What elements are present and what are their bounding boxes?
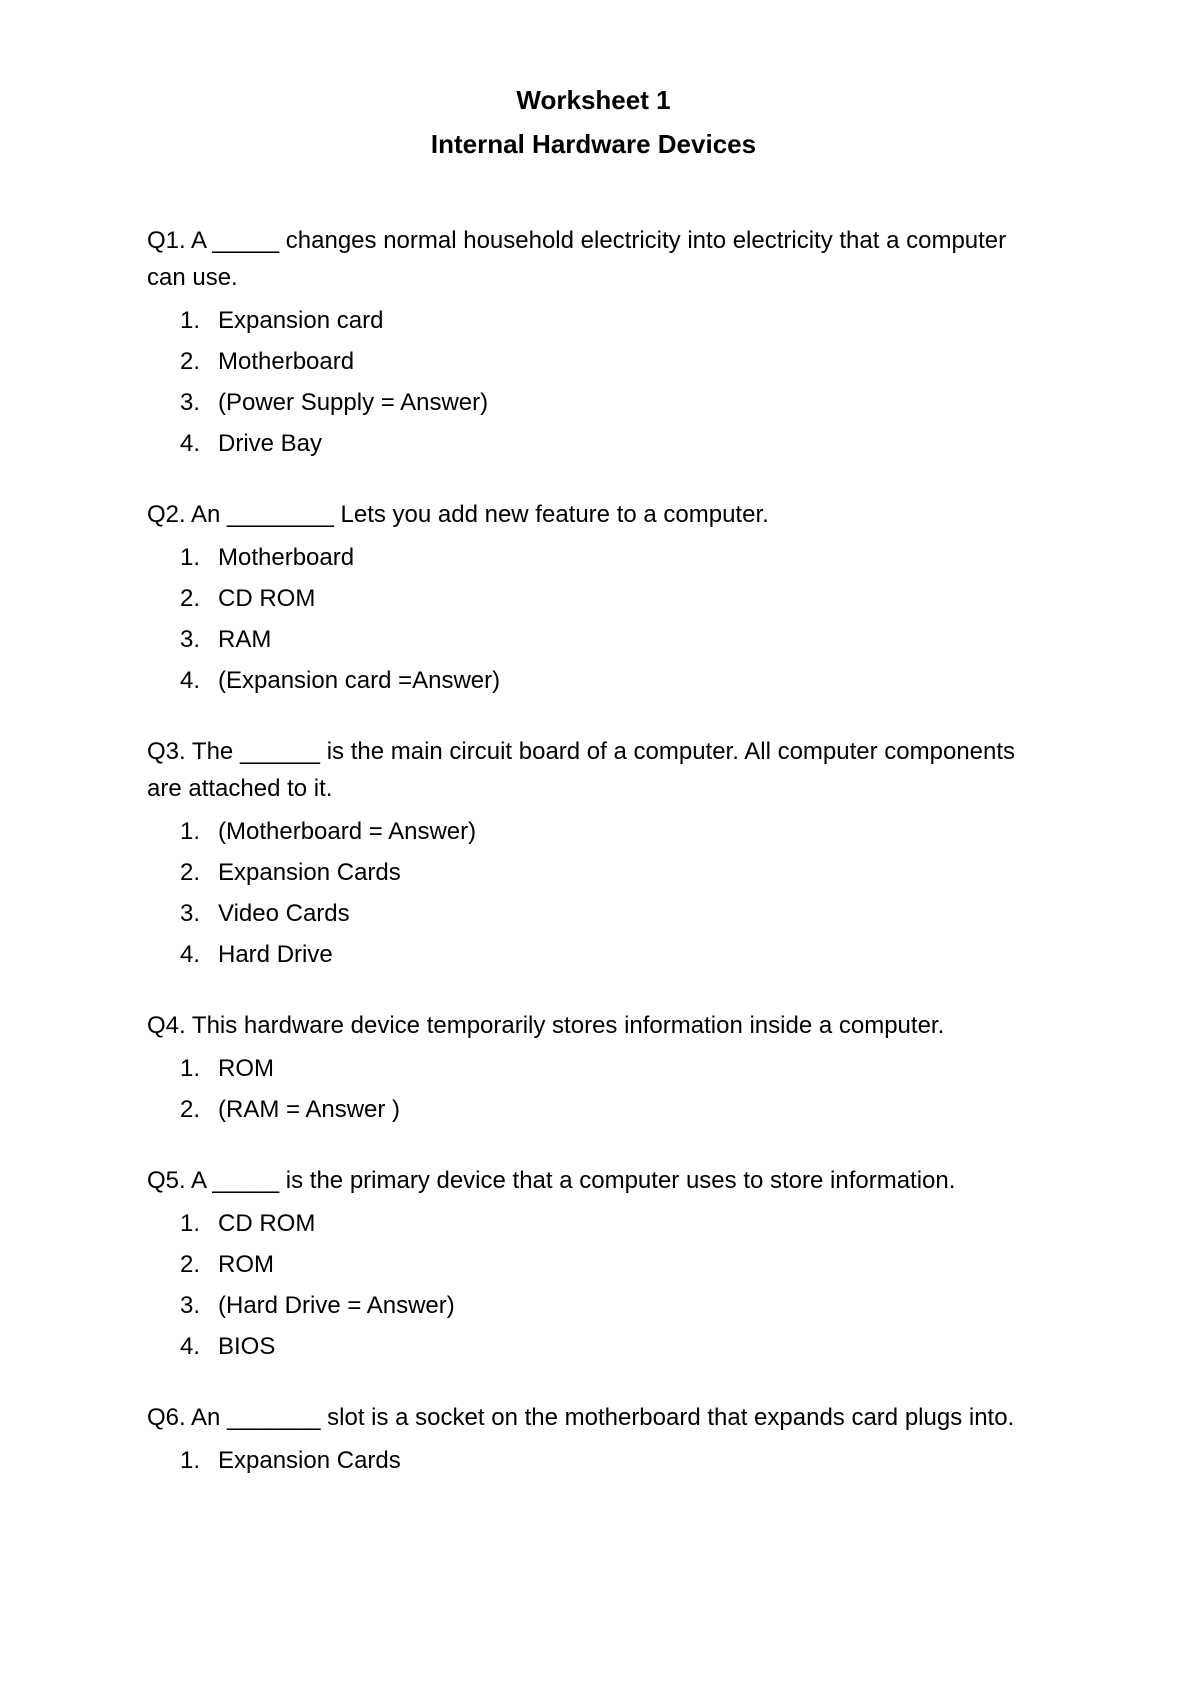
option-list <box>147 537 1040 701</box>
option-number: 1. <box>180 818 201 845</box>
option-label: Motherboard <box>218 348 355 375</box>
question-5 <box>147 1162 1040 1367</box>
option-item <box>180 893 1040 934</box>
option-label: ROM <box>218 1251 274 1278</box>
option-number: 1. <box>180 1447 201 1474</box>
question-text: Q2. An ________ Lets you add new feature to a computer. <box>147 501 769 528</box>
option-item <box>180 1203 1040 1244</box>
title-block <box>147 78 1040 166</box>
worksheet-title: Worksheet 1 <box>516 85 671 115</box>
option-label: CD ROM <box>218 585 316 612</box>
option-item <box>180 934 1040 975</box>
option-number: 2. <box>180 1251 201 1278</box>
option-label: Expansion Cards <box>218 859 401 886</box>
option-number: 4. <box>180 667 201 694</box>
option-label: Expansion Cards <box>218 1447 401 1474</box>
option-label: BIOS <box>218 1333 276 1360</box>
question-6 <box>147 1399 1040 1481</box>
option-item <box>180 300 1040 341</box>
option-item <box>180 1285 1040 1326</box>
option-label: Drive Bay <box>218 430 323 457</box>
question-text: Q6. An _______ slot is a socket on the motherboard that expands card plugs into. <box>147 1404 1015 1431</box>
question-text: Q3. The ______ is the main circuit board of a computer. All computer components are attached to it. <box>147 738 1016 802</box>
option-number: 4. <box>180 941 201 968</box>
question-3 <box>147 733 1040 975</box>
option-label: Expansion card <box>218 307 384 334</box>
question-4 <box>147 1007 1040 1130</box>
option-item <box>180 1048 1040 1089</box>
option-number: 1. <box>180 307 201 334</box>
option-number: 2. <box>180 348 201 375</box>
option-item <box>180 1244 1040 1285</box>
question-text: Q4. This hardware device temporarily stores information inside a computer. <box>147 1012 945 1039</box>
option-number: 1. <box>180 544 201 571</box>
question-text: Q1. A _____ changes normal household electricity into electricity that a computer can use. <box>147 227 1007 291</box>
option-number: 2. <box>180 859 201 886</box>
option-item <box>180 1089 1040 1130</box>
option-label: (Expansion card =Answer) <box>218 667 501 694</box>
option-item <box>180 578 1040 619</box>
question-text: Q5. A _____ is the primary device that a computer uses to store information. <box>147 1167 956 1194</box>
option-label: (Hard Drive = Answer) <box>218 1292 455 1319</box>
worksheet-subtitle: Internal Hardware Devices <box>430 129 757 159</box>
option-label: Motherboard <box>218 544 355 571</box>
option-number: 1. <box>180 1055 201 1082</box>
option-number: 2. <box>180 1096 201 1123</box>
option-list <box>147 811 1040 975</box>
option-number: 4. <box>180 1333 201 1360</box>
option-label: Hard Drive <box>218 941 333 968</box>
option-number: 3. <box>180 900 201 927</box>
question-1 <box>147 222 1040 464</box>
option-list <box>147 1203 1040 1367</box>
option-label: (Motherboard = Answer) <box>218 818 477 845</box>
option-number: 3. <box>180 389 201 416</box>
option-label: Video Cards <box>218 900 350 927</box>
option-label: ROM <box>218 1055 274 1082</box>
option-item <box>180 619 1040 660</box>
option-number: 1. <box>180 1210 201 1237</box>
option-item <box>180 537 1040 578</box>
option-item <box>180 1440 1040 1481</box>
option-item <box>180 852 1040 893</box>
option-item <box>180 660 1040 701</box>
option-label: RAM <box>218 626 272 653</box>
option-label: CD ROM <box>218 1210 316 1237</box>
option-number: 2. <box>180 585 201 612</box>
question-2 <box>147 496 1040 701</box>
option-item <box>180 382 1040 423</box>
option-item <box>180 423 1040 464</box>
option-item <box>180 341 1040 382</box>
option-item <box>180 811 1040 852</box>
option-list <box>147 300 1040 464</box>
option-number: 3. <box>180 1292 201 1319</box>
option-item <box>180 1326 1040 1367</box>
option-number: 3. <box>180 626 201 653</box>
option-list <box>147 1048 1040 1130</box>
option-number: 4. <box>180 430 201 457</box>
option-label: (RAM = Answer ) <box>218 1096 401 1123</box>
option-label: (Power Supply = Answer) <box>218 389 489 416</box>
option-list <box>147 1440 1040 1481</box>
